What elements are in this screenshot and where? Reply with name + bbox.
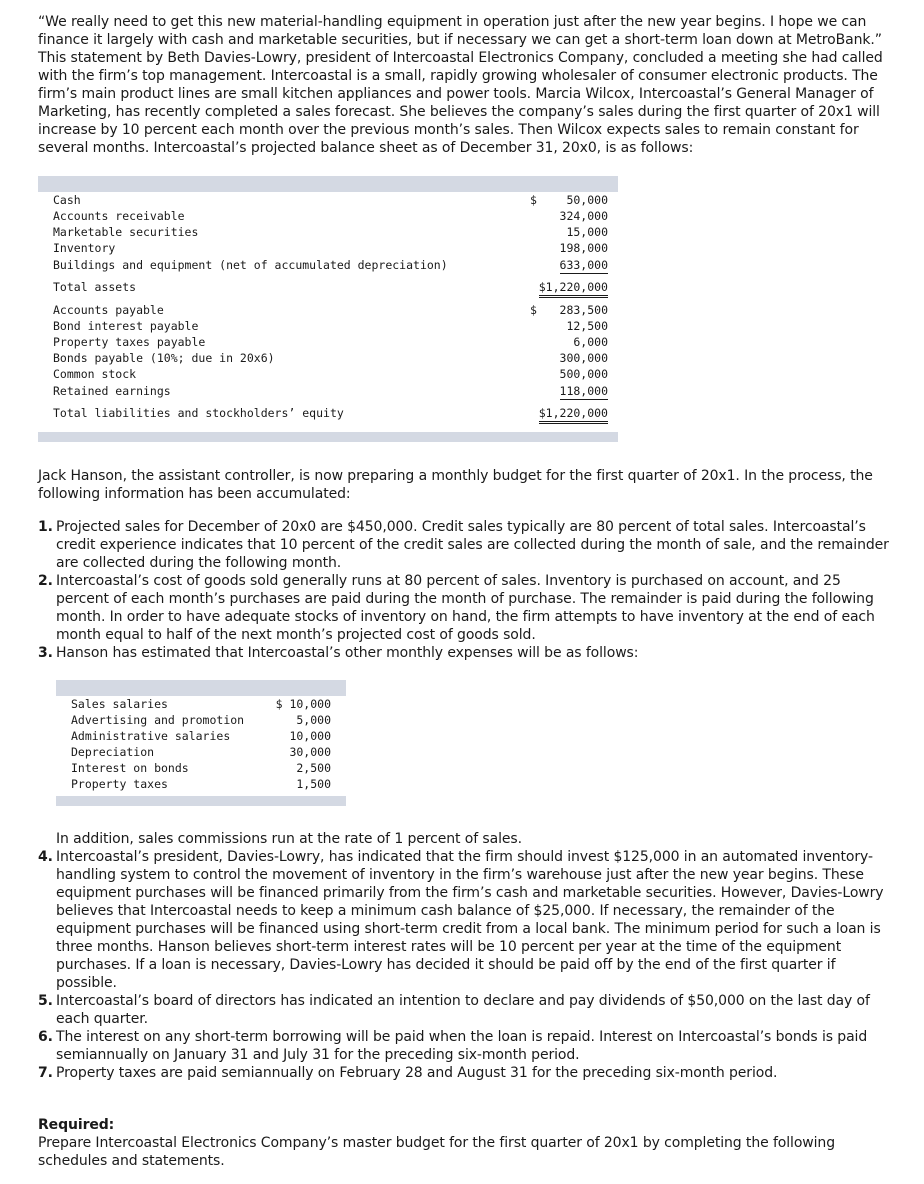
row-label: Advertising and promotion <box>71 713 245 727</box>
row-label: Total assets <box>53 280 137 294</box>
row-label: Property taxes <box>71 777 168 791</box>
table-header-bar <box>38 176 618 192</box>
table-row <box>53 367 613 383</box>
currency-sign: $ <box>530 193 537 207</box>
row-amount: 118,000 <box>559 384 608 398</box>
commissions-note: In addition, sales commissions run at the rate of 1 percent of sales. <box>56 831 522 847</box>
row-amount: 30,000 <box>289 745 331 759</box>
list-item <box>38 1028 894 1064</box>
row-amount: 283,500 <box>559 303 608 317</box>
row-label: Bonds payable (10%; due in 20x6) <box>53 351 275 365</box>
list-item-text: Property taxes are paid semiannually on February 28 and August 31 for the preceding six-month period. <box>56 1065 778 1081</box>
list-item-text: Intercoastal’s cost of goods sold generally runs at 80 percent of sales. Inventory is purchased on account, and 25 percent of each month’s purchases are paid during the month of purchase. The remainder is paid during the following month. In order to have adequate stocks of inventory on hand, the firm attempts to have inventory at the end of each month equal to half of the next month’s projected cost of goods sold. <box>56 573 875 643</box>
row-label: Accounts receivable <box>53 209 185 223</box>
list-item-number: 6. <box>38 1029 53 1045</box>
table-row <box>53 335 613 351</box>
required-text: Prepare Intercoastal Electronics Company’s master budget for the first quarter of 20x1 by completing the following schedules and statements. <box>38 1135 835 1169</box>
table-row <box>53 193 613 209</box>
list-item-number: 5. <box>38 993 53 1009</box>
table-row <box>71 761 341 777</box>
row-amount: 198,000 <box>559 241 608 255</box>
list-item-text: The interest on any short-term borrowing will be paid when the loan is repaid. Interest on Intercoastal’s bonds is paid semiannually on January 31 and July 31 for the preceding six-month period. <box>56 1029 868 1063</box>
row-label: Total liabilities and stockholders’ equity <box>53 406 344 420</box>
required-heading: Required: <box>38 1117 115 1133</box>
balance-sheet-table <box>38 176 618 442</box>
list-item-number: 1. <box>38 519 53 535</box>
row-label: Interest on bonds <box>71 761 189 775</box>
row-amount: $ 10,000 <box>275 697 331 711</box>
row-amount: 15,000 <box>566 225 608 239</box>
list-item-text: Intercoastal’s president, Davies-Lowry, has indicated that the firm should invest $125,000 in an automated inventory-handling system to control the movement of inventory in the firm’s warehouse just after the new year begins. These equipment purchases will be financed primarily from the firm’s cash and marketable securities. However, Davies-Lowry believes that Intercoastal needs to keep a minimum cash balance of $25,000. If necessary, the remainder of the equipment purchases will be financed using short-term credit from a local bank. The minimum period for such a loan is three months. Hanson believes short-term interest rates will be 10 percent per year at the time of the equipment purchases. If a loan is necessary, Davies-Lowry has decided it should be paid off by the end of the first quarter if possible. <box>56 849 884 991</box>
table-row <box>53 303 613 319</box>
list-item <box>38 848 894 992</box>
list-item <box>38 644 894 662</box>
row-label: Administrative salaries <box>71 729 231 743</box>
table-row <box>71 777 341 793</box>
list-item-number: 2. <box>38 573 53 589</box>
table-footer-bar <box>38 432 618 442</box>
row-label: Inventory <box>53 241 116 255</box>
expense-table <box>56 680 346 806</box>
list-item <box>38 992 894 1028</box>
row-label: Accounts payable <box>53 303 164 317</box>
list-item <box>38 572 894 644</box>
table-row <box>53 319 613 335</box>
table-row <box>71 713 341 729</box>
row-label: Depreciation <box>71 745 155 759</box>
row-label: Sales salaries <box>71 697 168 711</box>
row-label: Common stock <box>53 367 137 381</box>
row-amount: 633,000 <box>559 258 608 272</box>
table-row <box>71 745 341 761</box>
hanson-intro-paragraph: Jack Hanson, the assistant controller, is now preparing a monthly budget for the first quarter of 20x1. In the process, the following information has been accumulated: <box>38 468 873 502</box>
row-label: Bond interest payable <box>53 319 199 333</box>
intro-paragraph: “We really need to get this new material-handling equipment in operation just after the new year begins. I hope we can finance it largely with cash and marketable securities, but if necessary we can get a short-term loan down at MetroBank.” This statement by Beth Davies-Lowry, president of Intercoastal Electronics Company, concluded a meeting she had called with the firm’s top management. Intercoastal is a small, rapidly growing wholesaler of consumer electronic products. The firm’s main product lines are small kitchen appliances and power tools. Marcia Wilcox, Intercoastal’s General Manager of Marketing, has recently completed a sales forecast. She believes the company’s sales during the first quarter of 20x1 will increase by 10 percent each month over the previous month’s sales. Then Wilcox expects sales to remain constant for several months. Intercoastal’s projected balance sheet as of December 31, 20x0, is as follows: <box>38 14 883 156</box>
table-row <box>71 697 341 713</box>
row-amount: 5,000 <box>296 713 331 727</box>
row-label: Retained earnings <box>53 384 171 398</box>
row-amount: 12,500 <box>566 319 608 333</box>
table-header-bar <box>56 680 346 696</box>
list-item-number: 3. <box>38 645 53 661</box>
table-row <box>53 258 613 274</box>
table-footer-bar <box>56 796 346 806</box>
row-amount: 300,000 <box>559 351 608 365</box>
row-amount: $1,220,000 <box>539 406 608 424</box>
row-label: Buildings and equipment (net of accumulated depreciation) <box>53 258 448 272</box>
list-item <box>38 1064 894 1082</box>
table-row <box>53 384 613 400</box>
table-row-total <box>53 406 613 422</box>
list-item-number: 7. <box>38 1065 53 1081</box>
info-list-part-2 <box>38 848 894 1082</box>
table-row-total <box>53 280 613 296</box>
row-amount: 324,000 <box>559 209 608 223</box>
table-row <box>53 241 613 257</box>
row-label: Property taxes payable <box>53 335 206 349</box>
row-amount: 50,000 <box>566 193 608 207</box>
row-label: Cash <box>53 193 81 207</box>
table-row <box>53 351 613 367</box>
list-item-text: Intercoastal’s board of directors has indicated an intention to declare and pay dividends of $50,000 on the last day of each quarter. <box>56 993 870 1027</box>
currency-sign: $ <box>530 303 537 317</box>
row-amount: 6,000 <box>573 335 608 349</box>
row-amount: 2,500 <box>296 761 331 775</box>
row-amount: 500,000 <box>559 367 608 381</box>
table-row <box>53 225 613 241</box>
info-list-part-1 <box>38 518 894 662</box>
row-label: Marketable securities <box>53 225 199 239</box>
table-row <box>53 209 613 225</box>
list-item-number: 4. <box>38 849 53 865</box>
list-item-text: Hanson has estimated that Intercoastal’s other monthly expenses will be as follows: <box>56 645 639 661</box>
row-amount: $1,220,000 <box>539 280 608 298</box>
row-amount: 1,500 <box>296 777 331 791</box>
row-amount: 10,000 <box>289 729 331 743</box>
list-item-text: Projected sales for December of 20x0 are $450,000. Credit sales typically are 80 percent of total sales. Intercoastal’s credit experience indicates that 10 percent of the credit sales are collected during the month of sale, and the remainder are collected during the following month. <box>56 519 889 571</box>
list-item <box>38 518 894 572</box>
table-row <box>71 729 341 745</box>
